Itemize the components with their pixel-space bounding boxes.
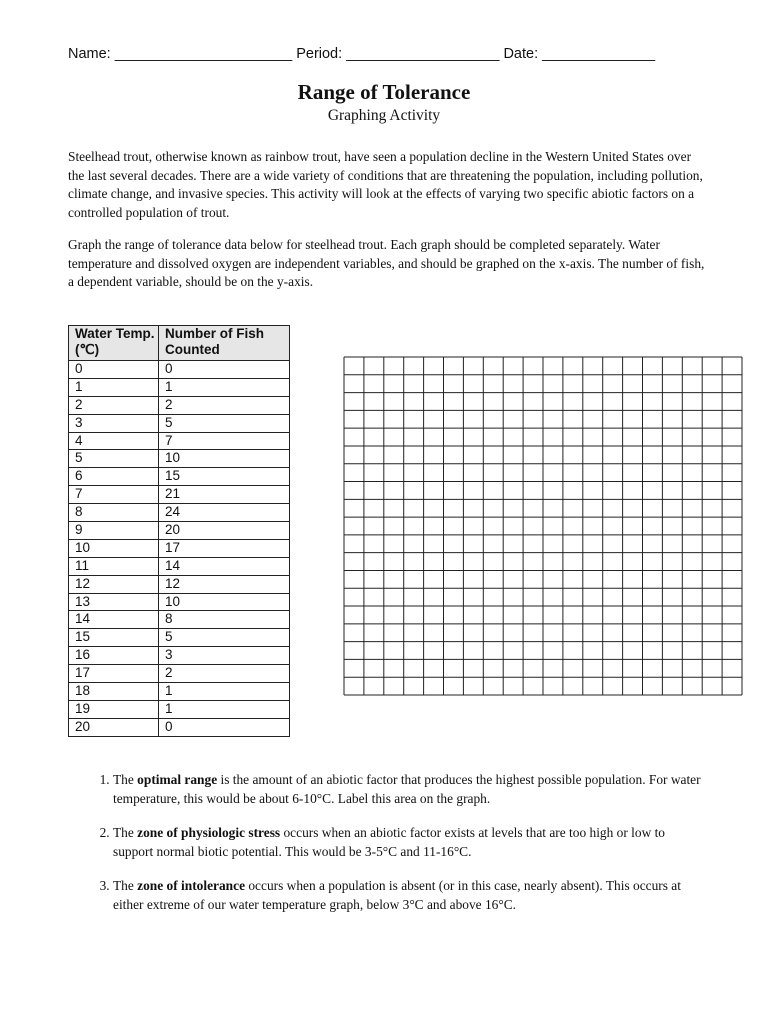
fish-count-cell: 8: [159, 611, 290, 629]
table-row: [69, 611, 290, 629]
name-label: Name:: [68, 46, 111, 62]
table-row: [69, 665, 290, 683]
fish-count-cell: 1: [159, 700, 290, 718]
question-term: zone of physiologic stress: [137, 825, 281, 840]
water-temp-cell: 2: [69, 396, 159, 414]
fish-count-cell: 7: [159, 432, 290, 450]
water-temp-cell: 10: [69, 539, 159, 557]
table-row: [69, 486, 290, 504]
fish-count-cell: 24: [159, 504, 290, 522]
fish-count-cell: 1: [159, 683, 290, 701]
water-temp-cell: 9: [69, 522, 159, 540]
fish-count-cell: 14: [159, 557, 290, 575]
water-temp-cell: 8: [69, 504, 159, 522]
table-row: [69, 450, 290, 468]
water-temp-cell: 16: [69, 647, 159, 665]
table-row: [69, 539, 290, 557]
table-row: [69, 468, 290, 486]
table-row: [69, 593, 290, 611]
water-temp-header: Water Temp. (℃): [69, 326, 159, 361]
fish-count-cell: 0: [159, 361, 290, 379]
date-label: Date:: [503, 46, 539, 62]
fish-count-cell: 3: [159, 647, 290, 665]
fish-count-cell: 5: [159, 629, 290, 647]
question-item: 2. The zone of physiologic stress occurs when an abiotic factor exists at levels that are too high or low to support normal biotic potential. This would be 3-5°C and 11-16°C.: [113, 823, 708, 861]
water-temp-cell: 4: [69, 432, 159, 450]
question-item: 1. The optimal range is the amount of an abiotic factor that produces the highest possible population. For water temperature, this would be about 6-10°C. Label this area on the graph.: [113, 770, 708, 808]
table-row: [69, 522, 290, 540]
fish-count-cell: 2: [159, 665, 290, 683]
table-row: [69, 700, 290, 718]
table-row: [69, 647, 290, 665]
water-temp-cell: 5: [69, 450, 159, 468]
water-temp-cell: 13: [69, 593, 159, 611]
water-temp-cell: 17: [69, 665, 159, 683]
water-temp-cell: 15: [69, 629, 159, 647]
date-blank[interactable]: ______________: [542, 46, 656, 62]
water-temp-cell: 11: [69, 557, 159, 575]
period-label: Period:: [296, 46, 343, 62]
table-row: [69, 504, 290, 522]
water-temp-cell: 12: [69, 575, 159, 593]
fish-count-cell: 0: [159, 718, 290, 736]
intro-paragraph: Steelhead trout, otherwise known as rainbow trout, have seen a population decline in the Western United States over the last several decades. There are a wide variety of conditions that are threatening the population, including pollution, climate change, and invasive species. This activity will look at the effects of varying two specific abiotic factors on a controlled population of trout.: [68, 149, 703, 220]
water-temp-cell: 7: [69, 486, 159, 504]
page-title: Range of Tolerance: [297, 80, 471, 104]
water-temp-cell: 14: [69, 611, 159, 629]
table-row: [69, 718, 290, 736]
table-row: [69, 557, 290, 575]
table-row: [69, 629, 290, 647]
table-row: [69, 414, 290, 432]
question-term: zone of intolerance: [137, 878, 246, 893]
water-temp-cell: 3: [69, 414, 159, 432]
instruction-paragraph: Graph the range of tolerance data below for steelhead trout. Each graph should be completed separately. Water temperature and dissolved oxygen are independent variables, and should be graphed on the x-axis. The number of fish, a dependent variable, should be on the y-axis.: [68, 237, 705, 289]
fish-count-cell: 1: [159, 378, 290, 396]
water-temp-cell: 19: [69, 700, 159, 718]
table-row: [69, 683, 290, 701]
table-row: [69, 396, 290, 414]
period-blank[interactable]: ___________________: [346, 46, 500, 62]
table-row: [69, 432, 290, 450]
water-temp-cell: 6: [69, 468, 159, 486]
student-info-line: [68, 46, 708, 62]
water-temp-cell: 0: [69, 361, 159, 379]
question-term: optimal range: [137, 772, 218, 787]
questions-list: [68, 770, 708, 929]
table-row: [69, 378, 290, 396]
fish-count-cell: 10: [159, 450, 290, 468]
fish-count-cell: 17: [159, 539, 290, 557]
fish-count-cell: 2: [159, 396, 290, 414]
water-temp-cell: 20: [69, 718, 159, 736]
table-body: [69, 361, 290, 737]
tolerance-data-table: [68, 325, 290, 737]
question-item: 3. The zone of intolerance occurs when a population is absent (or in this case, nearly absent). This occurs at either extreme of our water temperature graph, below 3°C and above 16°C.: [113, 876, 708, 914]
graph-grid[interactable]: [343, 356, 743, 696]
table-row: [69, 361, 290, 379]
water-temp-cell: 1: [69, 378, 159, 396]
fish-count-cell: 21: [159, 486, 290, 504]
table-header-row: [69, 326, 290, 361]
fish-count-cell: 12: [159, 575, 290, 593]
fish-count-cell: 5: [159, 414, 290, 432]
water-temp-cell: 18: [69, 683, 159, 701]
fish-count-cell: 10: [159, 593, 290, 611]
fish-count-header: Number of Fish Counted: [159, 326, 290, 361]
name-blank[interactable]: ______________________: [114, 46, 293, 62]
fish-count-cell: 15: [159, 468, 290, 486]
fish-count-cell: 20: [159, 522, 290, 540]
page-subtitle: Graphing Activity: [327, 107, 441, 124]
table-row: [69, 575, 290, 593]
